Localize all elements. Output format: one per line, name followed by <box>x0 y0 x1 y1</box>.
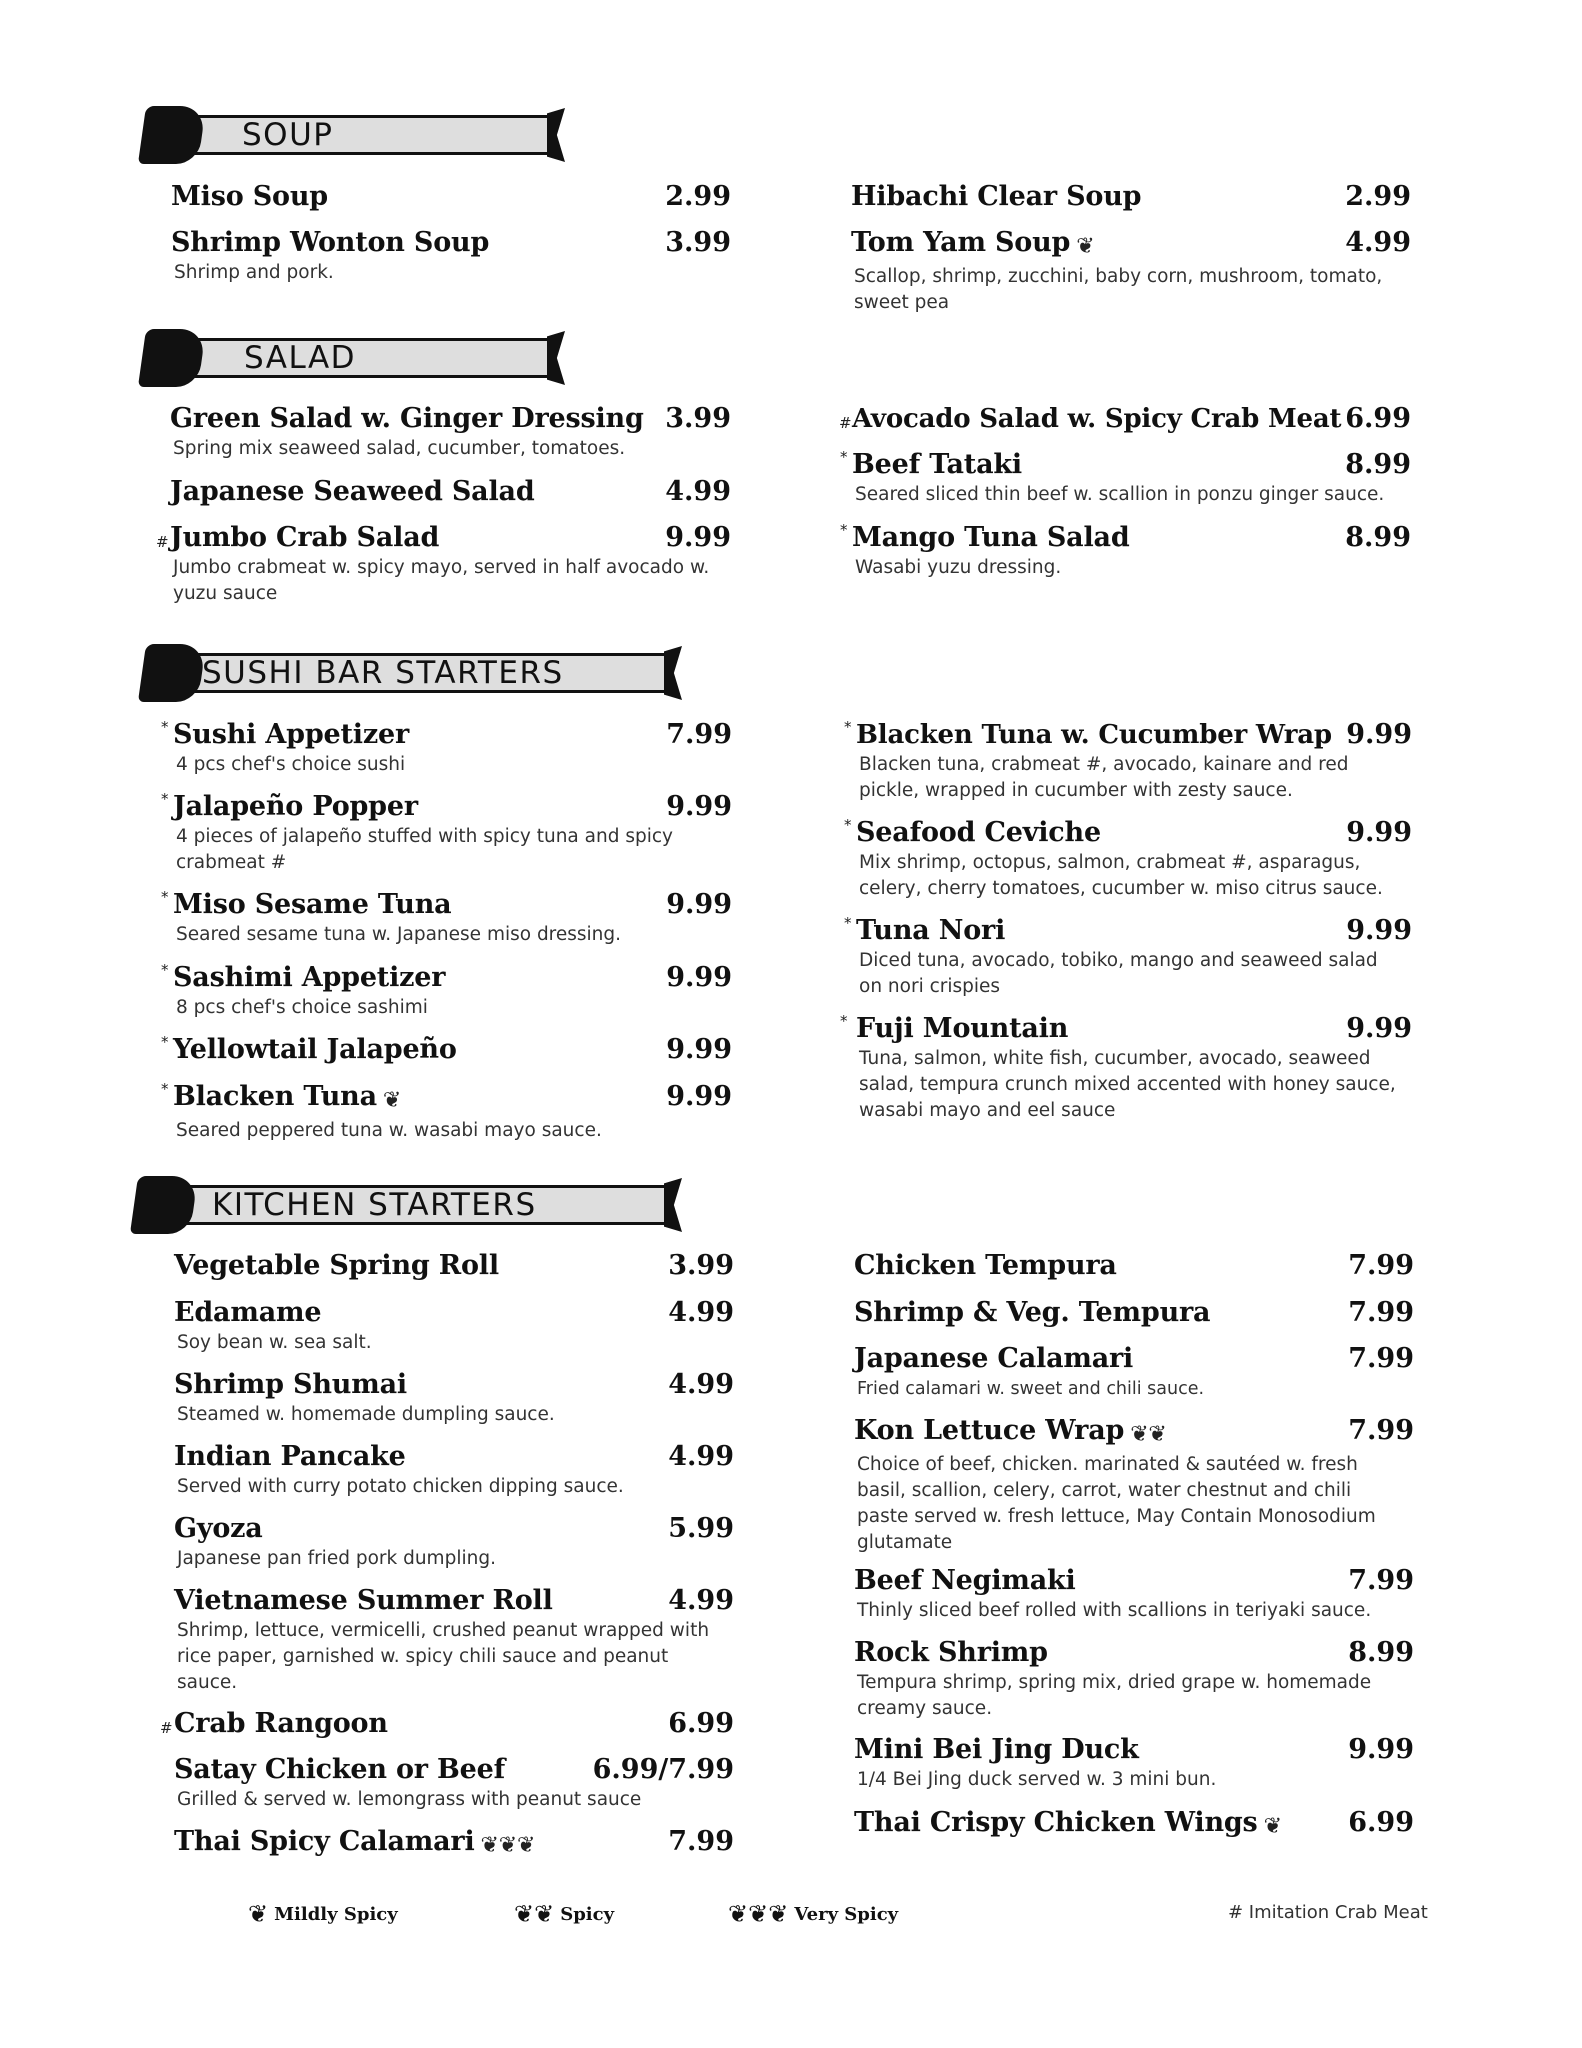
chili-pepper-icon: ❦ <box>1076 234 1095 259</box>
item-price: 9.99 <box>666 1081 732 1112</box>
chili-pepper-icon: ❦❦ <box>514 1900 555 1928</box>
raw-mark: * <box>161 718 169 736</box>
raw-mark: * <box>844 914 852 932</box>
menu-item-rock-shrimp <box>854 1636 1414 1722</box>
raw-mark: * <box>161 961 169 979</box>
item-description: Grilled & served w. lemongrass with peanut sauce <box>177 1789 642 1810</box>
menu-item-indian-pancake <box>174 1440 734 1500</box>
menu-item-miso-soup <box>171 180 731 214</box>
chili-pepper-icon: ❦❦❦ <box>728 1900 789 1928</box>
imitation-crab-mark: # <box>156 533 169 551</box>
item-name: Edamame <box>174 1297 322 1328</box>
section-title: SALAD <box>244 340 357 376</box>
item-price: 9.99 <box>666 962 732 993</box>
menu-item-mango-tuna-salad <box>840 521 1411 581</box>
item-description: Jumbo crabmeat w. spicy mayo, served in half avocado w. yuzu sauce <box>173 557 710 604</box>
menu-item-green-salad <box>170 402 731 462</box>
item-price: 2.99 <box>1345 181 1411 212</box>
item-description: Seared sliced thin beef w. scallion in ponzu ginger sauce. <box>855 484 1385 505</box>
item-price: 9.99 <box>666 791 732 822</box>
menu-item-sushi-appetizer <box>161 718 732 778</box>
item-description: Shrimp and pork. <box>174 262 334 283</box>
raw-mark: * <box>844 816 852 834</box>
chili-pepper-icon: ❦❦ <box>1130 1422 1167 1447</box>
legend-mildly-spicy <box>248 1900 398 1928</box>
item-price: 9.99 <box>665 522 731 553</box>
menu-item-edamame <box>174 1296 734 1356</box>
item-description: Blacken tuna, crabmeat #, avocado, kainare and red pickle, wrapped in cucumber with zesty sauce. <box>859 754 1349 801</box>
item-name-text: Thai Spicy Calamari <box>174 1826 475 1857</box>
item-name: Indian Pancake <box>174 1441 406 1472</box>
menu-item-thai-crispy-chicken-wings <box>854 1806 1414 1844</box>
raw-mark: * <box>844 718 852 736</box>
banner-tail <box>547 331 565 385</box>
item-name-text: Tom Yam Soup <box>851 227 1071 258</box>
menu-item-blacken-tuna <box>161 1080 732 1144</box>
item-name: Jalapeño Popper <box>173 791 418 822</box>
item-description: Spring mix seaweed salad, cucumber, tomatoes. <box>173 438 626 459</box>
item-name: Seafood Ceviche <box>856 817 1101 848</box>
item-price: 9.99 <box>1346 817 1412 848</box>
item-name <box>173 1080 732 1118</box>
raw-mark: * <box>161 1033 169 1051</box>
item-price: 7.99 <box>1348 1297 1414 1328</box>
item-description: Shrimp, lettuce, vermicelli, crushed peanut wrapped with rice paper, garnished w. spicy chili sauce and peanut sauce. <box>177 1620 710 1693</box>
chili-pepper-icon: ❦❦❦ <box>480 1833 536 1858</box>
item-price: 7.99 <box>1348 1343 1414 1374</box>
menu-item-thai-spicy-calamari <box>174 1825 734 1863</box>
item-name-text: Kon Lettuce Wrap <box>854 1415 1125 1446</box>
menu-item-shrimp-shumai <box>174 1368 734 1428</box>
item-name <box>851 226 1411 264</box>
item-name: Satay Chicken or Beef <box>174 1754 506 1785</box>
legend-very-spicy <box>728 1900 898 1928</box>
item-price: 8.99 <box>1345 522 1411 553</box>
menu-item-beef-tataki <box>840 448 1411 508</box>
banner-tail <box>664 646 682 700</box>
menu-item-miso-sesame-tuna <box>161 888 732 948</box>
menu-item-seafood-ceviche <box>844 816 1412 902</box>
legend-label: Very Spicy <box>794 1904 899 1925</box>
banner-brush <box>138 644 206 702</box>
item-description: Choice of beef, chicken. marinated & sautéed w. fresh basil, scallion, celery, carrot, water chestnut and chili paste served w. fresh lettuce, May Contain Monosodium glutamate <box>857 1454 1376 1553</box>
item-price: 3.99 <box>665 227 731 258</box>
raw-mark: * <box>840 1012 848 1030</box>
raw-mark: * <box>161 1080 169 1098</box>
item-name: Fuji Mountain <box>856 1013 1069 1044</box>
menu-item-jumbo-crab-salad <box>156 521 731 607</box>
item-price: 4.99 <box>1345 227 1411 258</box>
item-name-text: Thai Crispy Chicken Wings <box>854 1807 1258 1838</box>
item-price: 8.99 <box>1348 1637 1414 1668</box>
item-name: Miso Soup <box>171 181 328 212</box>
item-description: Seared peppered tuna w. wasabi mayo sauce. <box>176 1120 602 1141</box>
item-name-text: Blacken Tuna <box>173 1081 377 1112</box>
item-price: 4.99 <box>668 1441 734 1472</box>
section-banner-soup <box>142 106 565 164</box>
menu-item-japanese-calamari <box>854 1342 1414 1402</box>
item-description: Tempura shrimp, spring mix, dried grape w. homemade creamy sauce. <box>857 1672 1372 1719</box>
legend-label: Spicy <box>560 1904 615 1925</box>
item-name: Tuna Nori <box>856 915 1006 946</box>
banner-brush <box>130 1176 198 1234</box>
menu-item-beef-negimaki <box>854 1564 1414 1624</box>
imitation-crab-mark: # <box>839 414 852 432</box>
item-description: Mix shrimp, octopus, salmon, crabmeat #, asparagus, celery, cherry tomatoes, cucumber w. miso citrus sauce. <box>859 852 1383 899</box>
item-price: 2.99 <box>665 181 731 212</box>
item-description: Thinly sliced beef rolled with scallions in teriyaki sauce. <box>857 1600 1372 1621</box>
raw-mark: * <box>161 790 169 808</box>
item-price: 7.99 <box>1348 1250 1414 1281</box>
imitation-crab-mark: # <box>160 1719 173 1737</box>
item-name: Sashimi Appetizer <box>173 962 446 993</box>
item-name: Sushi Appetizer <box>173 719 409 750</box>
item-name: Green Salad w. Ginger Dressing <box>170 403 644 434</box>
section-banner-sushi-bar-starters <box>142 644 682 702</box>
chili-pepper-icon: ❦ <box>248 1900 269 1928</box>
raw-mark: * <box>161 888 169 906</box>
item-price: 4.99 <box>668 1585 734 1616</box>
menu-item-hibachi-clear-soup <box>851 180 1411 214</box>
item-price: 4.99 <box>668 1369 734 1400</box>
banner-brush <box>138 329 206 387</box>
item-price: 9.99 <box>1346 719 1412 750</box>
menu-item-japanese-seaweed-salad <box>170 475 731 509</box>
item-price: 7.99 <box>666 719 732 750</box>
menu-item-avocado-salad <box>839 402 1411 436</box>
menu-item-vietnamese-summer-roll <box>174 1584 734 1696</box>
item-price: 6.99 <box>668 1708 734 1739</box>
item-price: 9.99 <box>1346 1013 1412 1044</box>
item-name: Miso Sesame Tuna <box>173 889 452 920</box>
item-description: 4 pieces of jalapeño stuffed with spicy tuna and spicy crabmeat # <box>176 826 673 873</box>
item-name: Vietnamese Summer Roll <box>174 1585 553 1616</box>
menu-item-blacken-tuna-cucumber-wrap <box>844 718 1412 804</box>
banner-brush <box>138 106 206 164</box>
item-name: Mini Bei Jing Duck <box>854 1734 1139 1765</box>
section-title: KITCHEN STARTERS <box>212 1187 537 1223</box>
item-price: 9.99 <box>666 889 732 920</box>
menu-item-vegetable-spring-roll <box>174 1249 734 1283</box>
chili-pepper-icon: ❦ <box>382 1088 402 1113</box>
menu-item-mini-bei-jing-duck <box>854 1733 1414 1793</box>
menu-item-kon-lettuce-wrap <box>854 1414 1414 1556</box>
item-name: Japanese Calamari <box>854 1343 1134 1374</box>
item-description: Scallop, shrimp, zucchini, baby corn, mushroom, tomato, sweet pea <box>854 266 1383 313</box>
item-name: Jumbo Crab Salad <box>170 522 440 553</box>
menu-item-crab-rangoon <box>160 1707 734 1741</box>
section-banner-salad <box>142 329 565 387</box>
item-name: Japanese Seaweed Salad <box>170 476 535 507</box>
item-price: 7.99 <box>1348 1415 1414 1446</box>
menu-item-shrimp-wonton-soup <box>171 226 731 286</box>
item-price: 4.99 <box>665 476 731 507</box>
item-description: Seared sesame tuna w. Japanese miso dressing. <box>176 924 622 945</box>
menu-item-tom-yam-soup <box>851 226 1411 316</box>
menu-item-tuna-nori <box>844 914 1412 1000</box>
item-name: Yellowtail Jalapeño <box>173 1034 457 1065</box>
item-name: Crab Rangoon <box>174 1708 388 1739</box>
item-price: 7.99 <box>668 1826 734 1857</box>
item-name <box>854 1806 1414 1844</box>
item-price: 9.99 <box>1348 1734 1414 1765</box>
item-name: Shrimp & Veg. Tempura <box>854 1297 1211 1328</box>
chili-pepper-icon: ❦ <box>1263 1814 1282 1839</box>
raw-mark: * <box>840 448 848 466</box>
legend-spicy <box>514 1900 614 1928</box>
menu-item-shrimp-veg-tempura <box>854 1296 1414 1330</box>
item-name: Beef Tataki <box>852 449 1022 480</box>
section-title: SUSHI BAR STARTERS <box>202 655 564 691</box>
item-description: 1/4 Bei Jing duck served w. 3 mini bun. <box>857 1769 1217 1790</box>
banner-bar <box>160 115 551 155</box>
item-description: Served with curry potato chicken dipping sauce. <box>177 1476 624 1497</box>
item-description: Japanese pan fried pork dumpling. <box>177 1548 496 1569</box>
menu-item-sashimi-appetizer <box>161 961 732 1021</box>
item-name: Shrimp Shumai <box>174 1369 407 1400</box>
item-name: Chicken Tempura <box>854 1250 1117 1281</box>
item-name: Gyoza <box>174 1513 263 1544</box>
item-description: Tuna, salmon, white fish, cucumber, avocado, seaweed salad, tempura crunch mixed accented with honey sauce, wasabi mayo and eel sauce <box>859 1048 1396 1121</box>
item-description: 4 pcs chef's choice sushi <box>176 754 406 775</box>
item-price: 9.99 <box>1346 915 1412 946</box>
item-price: 5.99 <box>668 1513 734 1544</box>
banner-tail <box>664 1178 682 1232</box>
item-name: Vegetable Spring Roll <box>174 1250 499 1281</box>
item-price: 7.99 <box>1348 1565 1414 1596</box>
item-description: Diced tuna, avocado, tobiko, mango and seaweed salad on nori crispies <box>859 950 1378 997</box>
item-description: Fried calamari w. sweet and chili sauce. <box>857 1379 1205 1399</box>
section-banner-kitchen-starters <box>134 1176 682 1234</box>
item-name: Hibachi Clear Soup <box>851 181 1142 212</box>
menu-item-gyoza <box>174 1512 734 1572</box>
raw-mark: * <box>840 521 848 539</box>
item-name: Blacken Tuna w. Cucumber Wrap <box>856 720 1332 750</box>
item-price: 6.99/7.99 <box>592 1754 734 1785</box>
item-price: 4.99 <box>668 1297 734 1328</box>
item-price: 9.99 <box>666 1034 732 1065</box>
item-name <box>174 1825 734 1863</box>
item-price: 3.99 <box>665 403 731 434</box>
item-description: Steamed w. homemade dumpling sauce. <box>177 1404 555 1425</box>
banner-tail <box>547 108 565 162</box>
item-name <box>854 1414 1414 1452</box>
item-name: Shrimp Wonton Soup <box>171 227 490 258</box>
item-name: Avocado Salad w. Spicy Crab Meat <box>852 404 1342 434</box>
item-description: 8 pcs chef's choice sashimi <box>176 997 428 1018</box>
item-name: Beef Negimaki <box>854 1565 1076 1596</box>
menu-item-chicken-tempura <box>854 1249 1414 1283</box>
imitation-crab-footnote: # Imitation Crab Meat <box>1228 1902 1428 1923</box>
item-description: Wasabi yuzu dressing. <box>855 557 1062 578</box>
menu-item-jalapeno-popper <box>161 790 732 876</box>
menu-item-fuji-mountain <box>840 1012 1412 1124</box>
menu-item-yellowtail-jalapeno <box>161 1033 732 1067</box>
item-price: 3.99 <box>668 1250 734 1281</box>
section-title: SOUP <box>242 117 334 153</box>
item-price: 6.99 <box>1345 403 1411 434</box>
menu-item-satay <box>174 1753 734 1813</box>
item-price: 6.99 <box>1348 1807 1414 1838</box>
legend-label: Mildly Spicy <box>274 1904 398 1925</box>
item-name: Mango Tuna Salad <box>852 522 1130 553</box>
item-name: Rock Shrimp <box>854 1637 1048 1668</box>
item-price: 8.99 <box>1345 449 1411 480</box>
item-description: Soy bean w. sea salt. <box>177 1332 372 1353</box>
